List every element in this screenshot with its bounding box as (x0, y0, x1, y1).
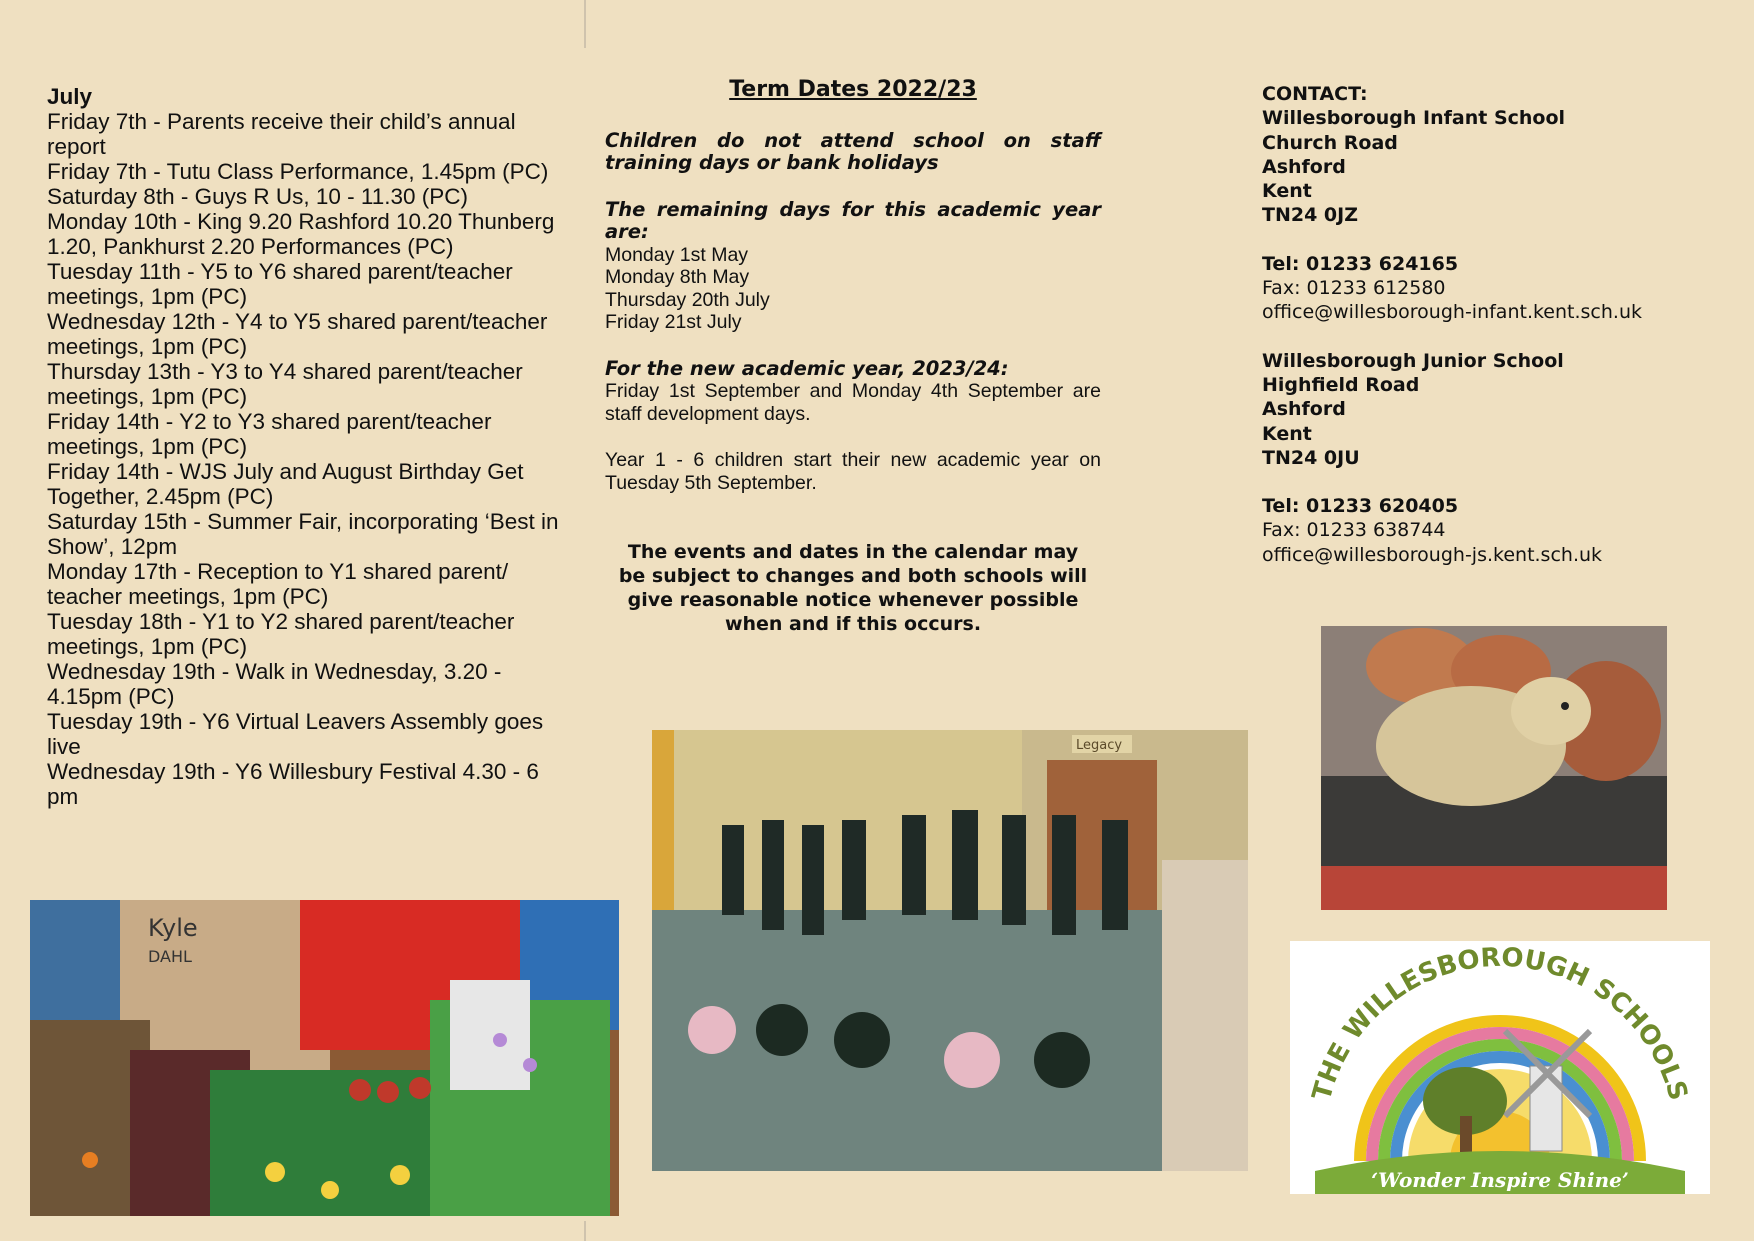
junior-county: Kent (1262, 422, 1312, 445)
remaining-day: Monday 8th May (605, 266, 750, 288)
infant-fax: Fax: 01233 612580 (1262, 277, 1446, 300)
list-item: Friday 7th - Parents receive their child’s annual report (47, 109, 516, 159)
list-item: Thursday 13th - Y3 to Y4 shared parent/teacher meetings, 1pm (PC) (47, 359, 523, 409)
list-item: Saturday 8th - Guys R Us, 10 - 11.30 (PC) (47, 184, 468, 209)
new-year-heading: For the new academic year, 2023/24: (605, 356, 1009, 380)
list-item: Monday 17th - Reception to Y1 shared parent/ teacher meetings, 1pm (PC) (47, 559, 509, 609)
crafts-label-kyle: Kyle (148, 914, 198, 942)
contact-column (1262, 82, 1702, 567)
list-item: Tuesday 11th - Y5 to Y6 shared parent/teacher meetings, 1pm (PC) (47, 259, 513, 309)
logo-arc-text: THE WILLESBOROUGH SCHOOLS (1307, 942, 1693, 1104)
list-item: Tuesday 19th - Y6 Virtual Leavers Assembly goes live (47, 709, 544, 759)
new-year-paragraph-2: Year 1 - 6 children start their new academic year on Tuesday 5th September. (605, 449, 1101, 494)
remaining-day: Thursday 20th July (605, 288, 770, 311)
page-fold-bottom (584, 1221, 586, 1241)
contact-heading: CONTACT: (1262, 83, 1368, 105)
infant-county: Kent (1262, 180, 1312, 203)
list-item: Tuesday 18th - Y1 to Y2 shared parent/teacher meetings, 1pm (PC) (47, 609, 515, 659)
list-item: Saturday 15th - Summer Fair, incorporating ‘Best in Show’, 12pm (47, 509, 559, 559)
infant-street: Church Road (1262, 131, 1398, 154)
page-fold-top (584, 0, 586, 48)
dance-photo (652, 730, 1248, 1171)
list-item: Friday 14th - WJS July and August Birthday Get Together, 2.45pm (PC) (47, 459, 524, 509)
infant-email[interactable]: office@willesborough-infant.kent.sch.uk (1262, 301, 1642, 324)
junior-postcode: TN24 0JU (1262, 446, 1360, 469)
crafts-label-dahl: DAHL (148, 947, 192, 966)
list-item: Wednesday 12th - Y4 to Y5 shared parent/teacher meetings, 1pm (PC) (47, 309, 548, 359)
crafts-photo (30, 900, 619, 1216)
junior-street: Highfield Road (1262, 373, 1420, 396)
logo-motto: ‘Wonder Inspire Shine’ (1371, 1168, 1629, 1192)
term-dates-column (605, 79, 1101, 636)
training-note: Children do not attend school on staff training days or bank holidays (605, 128, 1101, 174)
list-item: Wednesday 19th - Y6 Willesbury Festival 4.30 - 6 pm (47, 759, 539, 809)
infant-tel: Tel: 01233 624165 (1262, 252, 1459, 275)
infant-school-name: Willesborough Infant School (1262, 107, 1566, 130)
remaining-day: Monday 1st May (605, 243, 749, 266)
july-heading: July (47, 84, 93, 109)
junior-school-name: Willesborough Junior School (1262, 349, 1564, 372)
infant-town: Ashford (1262, 155, 1346, 178)
list-item: Friday 14th - Y2 to Y3 shared parent/teacher meetings, 1pm (PC) (47, 409, 492, 459)
list-item: Monday 10th - King 9.20 Rashford 10.20 Thunberg 1.20, Pankhurst 2.20 Performances (PC) (47, 209, 555, 259)
junior-email[interactable]: office@willesborough-js.kent.sch.uk (1262, 543, 1603, 566)
term-dates-title: Term Dates 2022/23 (729, 77, 977, 102)
remaining-days-heading: The remaining days for this academic year are: (605, 197, 1101, 243)
junior-fax: Fax: 01233 638744 (1262, 519, 1446, 542)
july-events-column (47, 84, 567, 809)
remaining-day: Friday 21st July (605, 311, 742, 333)
changes-notice: The events and dates in the calendar may be subject to changes and both schools will give reasonable notice whenever possible when and if this occurs. (618, 541, 1088, 635)
junior-town: Ashford (1262, 398, 1346, 421)
new-year-paragraph-1: Friday 1st September and Monday 4th September are staff development days. (605, 380, 1101, 425)
list-item: Friday 7th - Tutu Class Performance, 1.45pm (PC) (47, 159, 549, 184)
chick-photo (1321, 626, 1667, 910)
junior-tel: Tel: 01233 620405 (1262, 495, 1459, 518)
infant-postcode: TN24 0JZ (1262, 204, 1358, 227)
july-events-list (47, 109, 567, 809)
list-item: Wednesday 19th - Walk in Wednesday, 3.20 - 4.15pm (PC) (47, 659, 502, 709)
dance-legacy-sign: Legacy (1076, 738, 1123, 753)
willesborough-logo (1290, 941, 1710, 1194)
